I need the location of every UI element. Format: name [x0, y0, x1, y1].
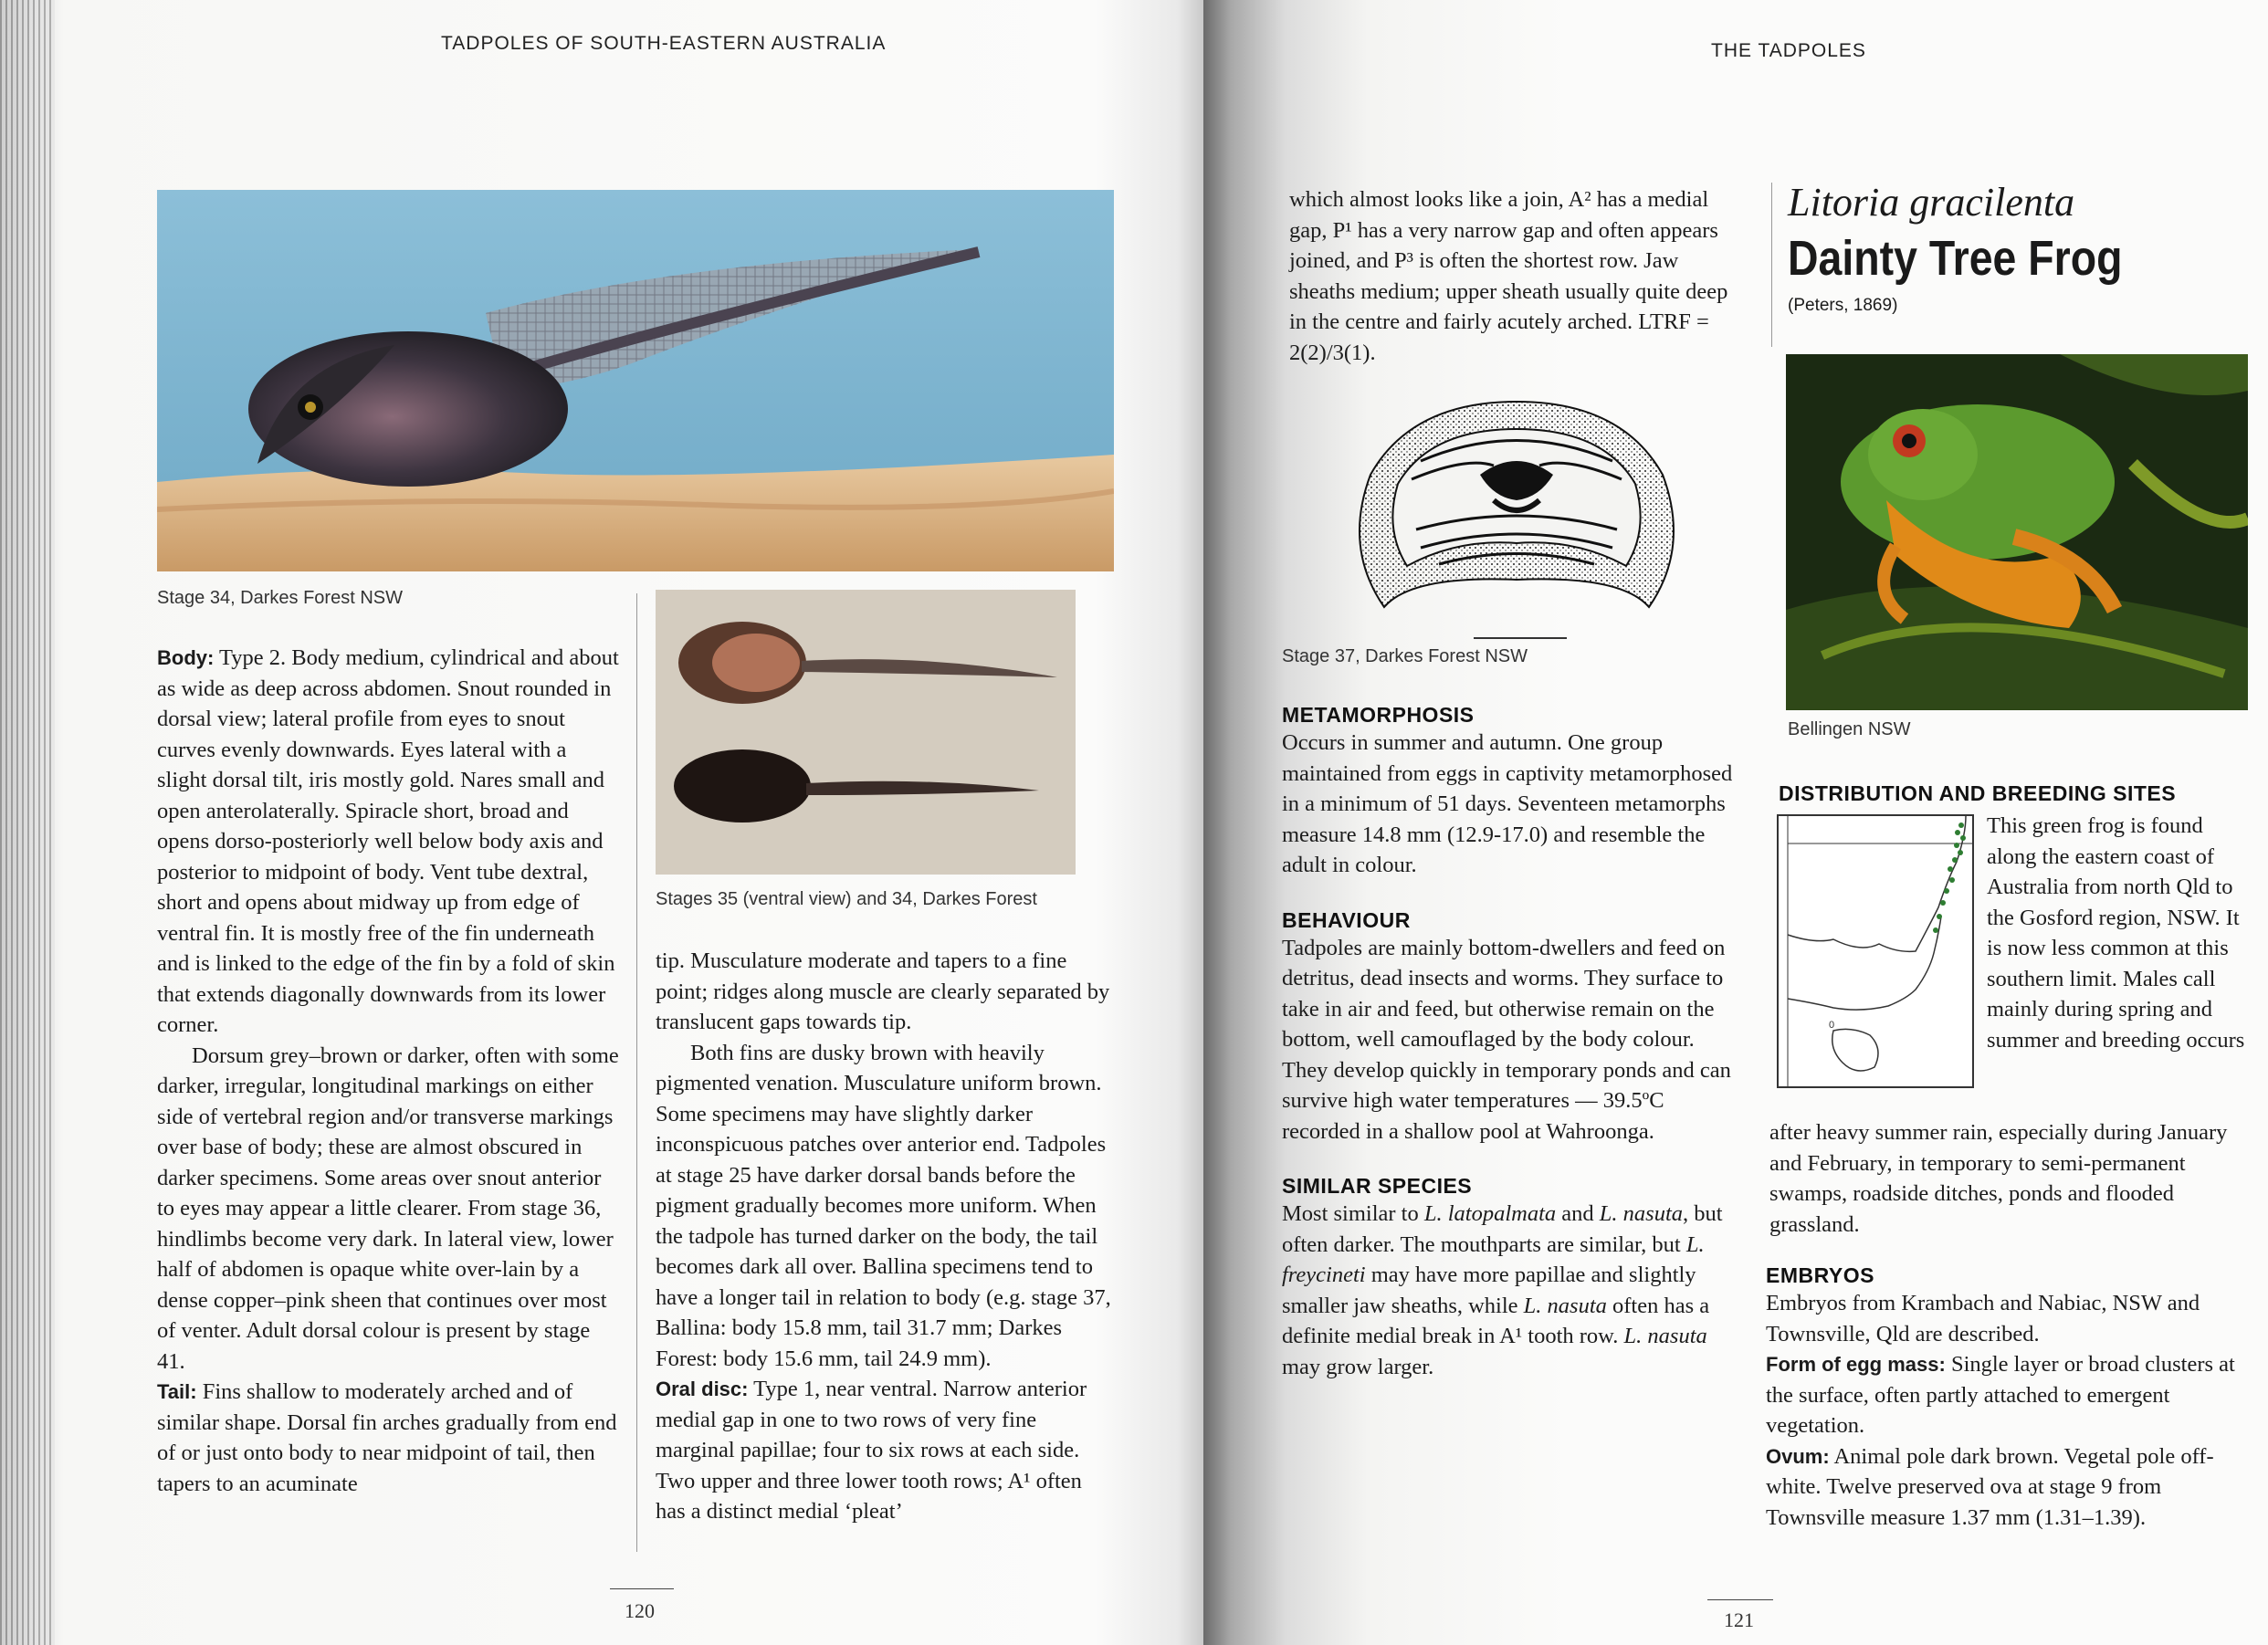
left-column-2 — [656, 946, 1112, 1527]
page-edges — [0, 0, 55, 1645]
behaviour-heading: BEHAVIOUR — [1282, 907, 1411, 932]
similar-species-heading: SIMILAR SPECIES — [1282, 1174, 1473, 1198]
frog-photo — [1786, 354, 2248, 710]
right-page-number: 121 — [1724, 1608, 1754, 1631]
oral-disc-continued: which almost looks like a join, A² has a medial gap, P¹ has a very narrow gap and often appears joined, and P³ is often the shortest row. Jaw sheaths medium; upper sheath usually quite deep in the centre and fairly acutely arched. LTRF = 2(2)/3(1). — [1289, 187, 1728, 365]
oral-disc-label: Oral disc: — [656, 1378, 749, 1400]
species-latin-name: Litoria gracilenta — [1788, 180, 2075, 225]
body-label: Body: — [157, 646, 215, 669]
frog-photo-caption: Bellingen NSW — [1788, 719, 1911, 739]
egg-mass-label: Form of egg mass: — [1766, 1353, 1946, 1376]
photo-caption-1: Stage 34, Darkes Forest NSW — [157, 588, 403, 608]
drawing-caption: Stage 37, Darkes Forest NSW — [1282, 646, 1528, 666]
right-column-rule — [1771, 183, 1772, 347]
tail-label: Tail: — [157, 1380, 197, 1403]
left-folio-rule — [610, 1588, 674, 1589]
scale-bar — [1474, 637, 1567, 639]
similar-species-text: Most similar to L. latopalmata and L. nasuta, but often darker. The mouthparts are similar, but L. freycineti may have more papillae and slightly smaller jaw sheaths, while L. nasuta often has a definite medial break in A¹ tooth row. L. nasuta may grow larger. — [1282, 1201, 1723, 1379]
left-column-1 — [157, 643, 621, 1499]
body-text: Type 2. Body medium, cylindrical and about as wide as deep across abdomen. Snout rounded in dorsal view; lateral profile from eyes to snout curves evenly downwards. Eyes lateral with a slight dorsal tilt, iris mostly gold. Nares small and open anterolaterally. Spiracle short, broad and opens dorso-posteriorly well below body axis and posterior to midpoint of body. Vent tube dextral, short and opens about midway up from edge of ventral fin. It is mostly free of the fin underneath and is linked to the edge of the fin by a fold of skin that extends diagonally downwards from its lower corner. — [157, 645, 619, 1037]
distribution-text: after heavy summer rain, especially during January and February, in temporary to semi-permanent swamps, roadside ditches, ponds and flooded grassland. — [1769, 1120, 2228, 1237]
photo-caption-2: Stages 35 (ventral view) and 34, Darkes Forest — [656, 889, 1037, 909]
distribution-map — [1777, 814, 1974, 1088]
metamorphosis-heading: METAMORPHOSIS — [1282, 703, 1475, 727]
tadpole-lateral-photo — [157, 190, 1114, 571]
egg-mass-text: Single layer or broad clusters at the surface, often partly attached to emergent vegetation. — [1766, 1352, 2235, 1438]
metamorphosis-text: Occurs in summer and autumn. One group maintained from eggs in captivity metamorphosed in a minimum of 51 days. Seventeen metamorphs measure 14.8 mm (12.9-17.0) and resemble the adult in colour. — [1282, 730, 1733, 877]
embryos-heading: EMBRYOS — [1766, 1263, 1874, 1287]
tail-text: Fins shallow to moderately arched and of similar shape. Dorsal fin arches gradually from end of or just onto body to near midpoint of tail, then tapers to an acuminate — [157, 1379, 617, 1496]
left-page-number: 120 — [625, 1599, 655, 1622]
tadpole-dorsal-ventral-photo — [656, 590, 1076, 875]
species-common-name: Dainty Tree Frog — [1788, 231, 2123, 286]
right-column-1-sections — [1282, 703, 1738, 1382]
fins-text: Both fins are dusky brown with heavily pigmented venation. Musculature uniform brown. Some specimens may have slightly darker inconspicuous patches over anterior end. Tadpoles at stage 25 have darker dorsal bands before the pigment gradually becomes more uniform. When the tadpole has turned darker on the body, the tail becomes dark all over. Ballina specimens tend to have a longer tail in relation to body (e.g. stage 37, Ballina: body 15.8 mm, tail 31.7 mm; Darkes Forest: body 15.6 mm, tail 24.9 mm). — [656, 1040, 1111, 1371]
oral-disc-text: Type 1, near ventral. Narrow anterior medial gap in one to two rows of very fine marginal papillae; four to six rows at each side. Two upper and three lower tooth rows; A¹ often has a distinct medial ‘pleat’ — [656, 1377, 1087, 1524]
svg-text:0: 0 — [1829, 1020, 1835, 1031]
distribution-heading: DISTRIBUTION AND BREEDING SITES — [1779, 781, 2177, 805]
left-running-head: TADPOLES OF SOUTH-EASTERN AUSTRALIA — [441, 33, 887, 54]
embryos-text: Embryos from Krambach and Nabiac, NSW and Townsville, Qld are described. — [1766, 1291, 2200, 1346]
right-column-1-top — [1289, 184, 1737, 368]
column-rule — [636, 593, 637, 1552]
ovum-label: Ovum: — [1766, 1444, 1830, 1468]
right-folio-rule — [1707, 1599, 1773, 1600]
embryos-section — [1766, 1263, 2246, 1533]
species-authority: (Peters, 1869) — [1788, 296, 1898, 315]
distribution-text-wrap: This green frog is found along the eastern coast of Australia from north Qld to the Gosford region, NSW. It is now less common at this southern limit. Males call mainly during spring and summer and breeding occurs — [1987, 813, 2245, 1053]
oral-disc-drawing — [1348, 393, 1685, 639]
tail-continued: tip. Musculature moderate and tapers to a fine point; ridges along muscle are clearly separated by translucent gaps towards tip. — [656, 948, 1110, 1034]
behaviour-text: Tadpoles are mainly bottom-dwellers and feed on detritus, dead insects and worms. They surface to take in air and feed, but otherwise remain on the bottom, well camouflaged by the body colour. They develop quickly in temporary ponds and can survive high water temperatures — 39.5ºC recorded in a shallow pool at Wahroonga. — [1282, 935, 1731, 1144]
right-running-head: THE TADPOLES — [1711, 40, 1866, 61]
dorsum-text: Dorsum grey–brown or darker, often with some darker, irregular, longitudinal markings on either side of vertebral region and/or transverse markings over base of body; these are almost obscured in darker specimens. Some areas over snout anterior to eyes may appear a little clearer. From stage 36, hindlimbs become very dark. In lateral view, lower half of abdomen is opaque white over-lain by a dense copper–pink sheen that continues over most of venter. Adult dorsal colour is present by stage 41. — [157, 1043, 619, 1374]
ovum-text: Animal pole dark brown. Vegetal pole off-white. Twelve preserved ova at stage 9 from Townsville measure 1.37 mm (1.31–1.39). — [1766, 1443, 2214, 1530]
